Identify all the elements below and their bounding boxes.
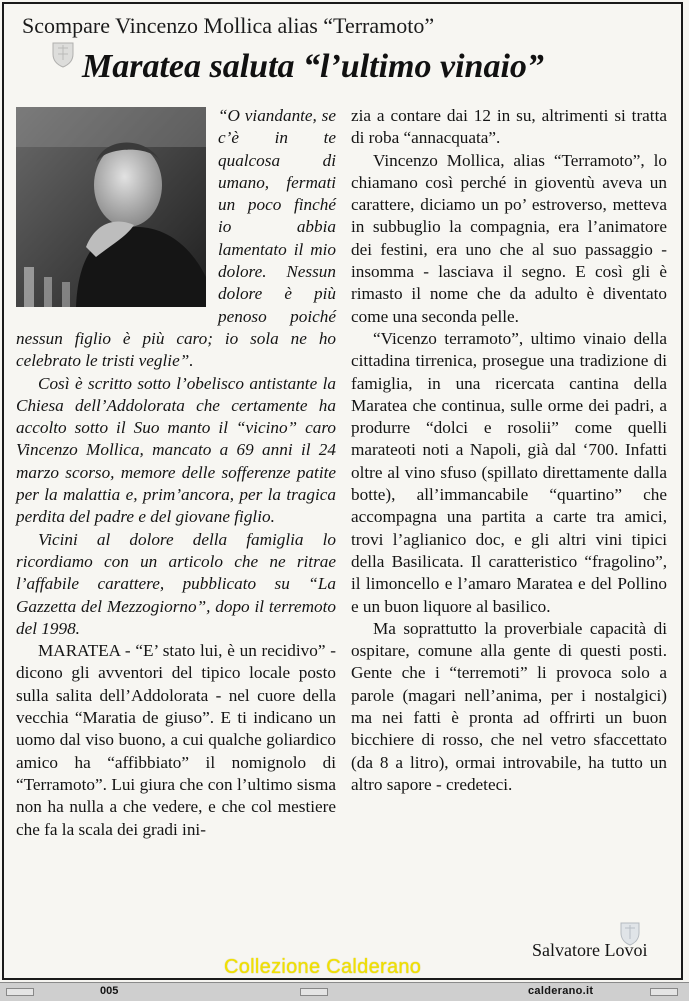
- paragraph: MARATEA - “E’ stato lui, è un recidivo” - dicono gli avventori del tipico locale posto sulla salita dell’Addolorata - nel cuore della vecchia “Maratia de giuso”. E ti indicano un uomo dal viso buono, a cui qualche goliardico amico ha “affibbiato” il nomignolo di “Terramoto”. Lui giura che con l’ultimo sisma non ha nulla a che vedere, e che col mestiere che fa la scala dei gradi ini-: [16, 641, 336, 839]
- obelisk-quote: “O viandante, se c’è in te qualcosa di umano, fermati un poco finché io abbia lamentato il mio dolore. Nessun dolore è più penoso poiché nessun figlio è più caro; io sola ne ho celebrato le tristi veglie”.: [16, 106, 336, 371]
- footer-tick: [6, 988, 34, 996]
- article-subtitle: Scompare Vincenzo Mollica alias “Terramoto”: [22, 13, 435, 38]
- footer-bar: [0, 982, 689, 1001]
- right-column: [351, 105, 667, 796]
- site-url: calderano.it: [528, 985, 594, 997]
- paragraph: Vicini al dolore della famiglia lo ricordiamo con un articolo che ne ritrae l’affabile carattere, pubblicato su “La Gazzetta del Mezzogiorno”, dopo il terremoto del 1998.: [16, 529, 336, 638]
- paragraph: “Vicenzo terramoto”, ultimo vinaio della cittadina tirrenica, prosegue una tradizione di famiglia, in una ricercata cantina della Maratea che continua, sulle orme dei padri, a produrre “dolci e rosolii” come quelli marateoti noti a Napoli, già dal ‘700. Infatti oltre al vino sfuso (spillato direttamente dalla botte), all’immancabile “quartino” che accompagna una partita a carte tra amici, trovi l’aglianico doc, e gli altri vini tipici della Basilicata. Il caratteristico “fragolino”, il limoncello e l’amaro Maratea e del Pollino e un buon liquore al basilico.: [351, 328, 667, 616]
- paragraph: Così è scritto sotto l’obelisco antistante la Chiesa dell’Addolorata che certamente ha accolto sotto il Suo manto il “vicino” caro Vincenzo Mollica, mancato a 69 anni il 24 marzo scorso, memore delle sofferenze patite per la malattia e, prim’ancora, per la tragica perdita del padre e del giovane figlio.: [16, 373, 336, 527]
- portrait-photo: [16, 107, 206, 307]
- article-headline: Maratea saluta “l’ultimo vinaio”: [82, 48, 544, 85]
- crest-icon: [50, 40, 76, 68]
- left-column: [16, 105, 336, 841]
- footer-tick: [300, 988, 328, 996]
- paragraph: Ma soprattutto la proverbiale capacità di ospitare, comune alla gente di questi posti. Gente che i “terremoti” li provoca solo a parole (magari nell’anima, per i nostalgici) ma nei fatti è pronta ad offrirti un buon bicchiere di rosso, che nel vetro sfaccettato (da 8 a litro), ormai introvabile, ha tutto un altro sapore - credeteci.: [351, 618, 667, 794]
- paragraph: zia a contare dai 12 in su, altrimenti si tratta di roba “annacquata”.: [351, 106, 667, 148]
- watermark: Collezione Calderano: [224, 956, 422, 978]
- footer-tick: [650, 988, 678, 996]
- paragraph: Vincenzo Mollica, alias “Terramoto”, lo chiamano così perché in gioventù aveva un carattere, diciamo un po’ estroverso, metteva in subbuglio la compagnia, era l’animatore dei festini, era uno che al suo passaggio - insomma - lasciava il segno. E così gli è rimasto il nome che da adulto è diventato come una seconda pelle.: [351, 150, 667, 326]
- author-signature: Salvatore Lovoi: [532, 940, 648, 960]
- page-number: 005: [100, 985, 119, 997]
